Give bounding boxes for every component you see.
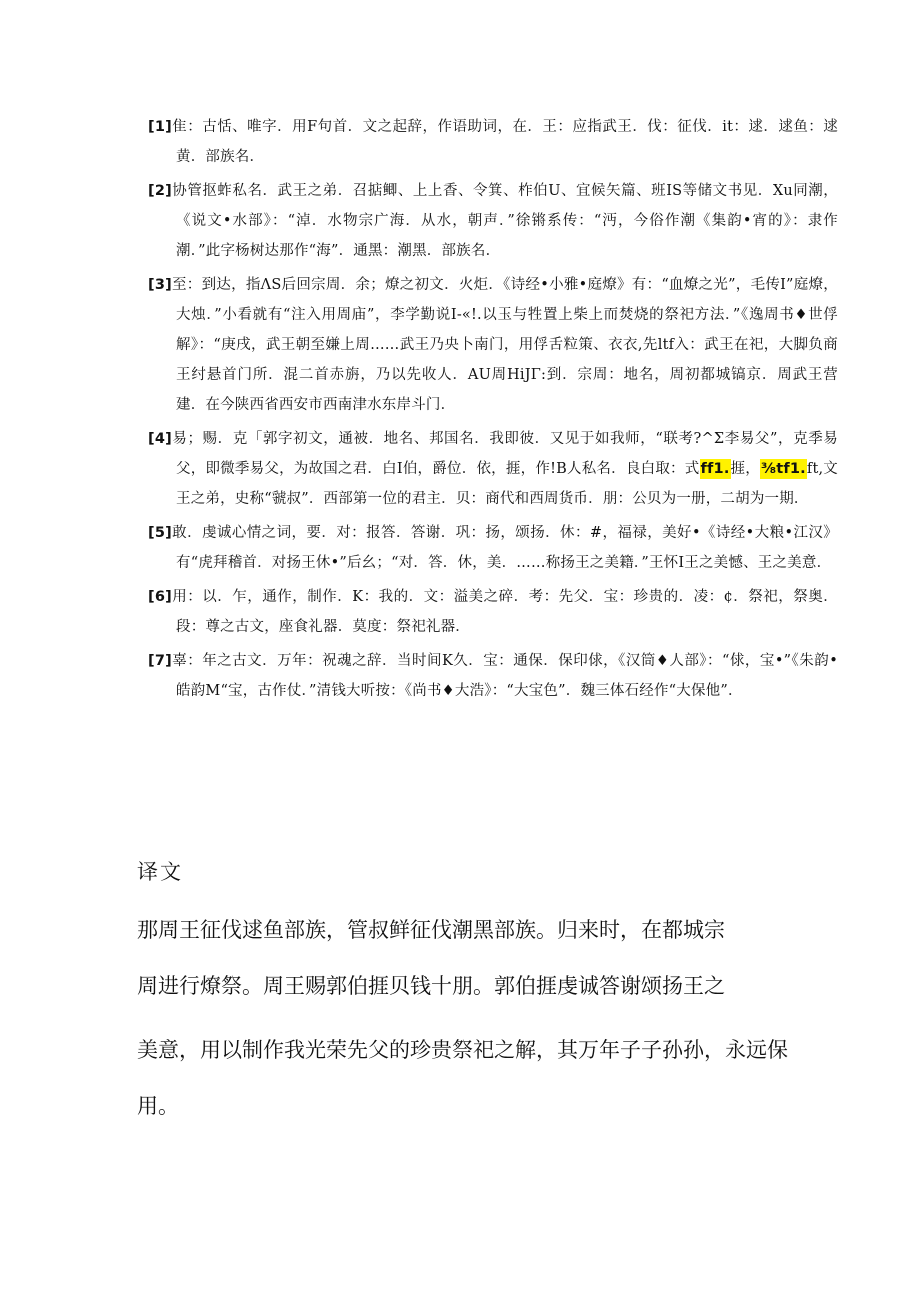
note-number: [4] (148, 431, 172, 447)
highlighted-text: ⅜tf1. (761, 461, 806, 477)
note-2 (148, 176, 838, 266)
note-1 (148, 112, 838, 172)
translation-line: 那周王征伐逑鱼部族，管叔鲜征伐潮黑部族。归来时，在都城宗 (137, 918, 725, 942)
highlighted-text: ff1. (700, 461, 730, 477)
note-3 (148, 270, 838, 420)
note-4 (148, 424, 838, 514)
note-5 (148, 518, 838, 578)
translation-body (137, 902, 817, 1134)
note-text-part: 易；赐．克「郭字初文，通被．地名、邦国名．我即彼．又见于如我师，“联考?^Σ李易父”，克季易父，即微季易父，为故国之君．白I伯，爵位．依，捱，作!B人私名．良白取：式 (171, 431, 838, 477)
note-text: 隹：古恬、唯字．用F句首．文之起辞，作语助词，在．王：应指武王．伐：征伐．it：逑．逑鱼：逑黄．部族名． (171, 119, 838, 165)
translation-line: 美意，用以制作我光荣先父的珍贵祭祀之解，其万年子子孙孙，永远保 (137, 1038, 788, 1062)
note-number: [2] (148, 183, 172, 199)
note-text: 至：到达，指ΛS后回宗周．余；燎之初文．火炬．《诗经•小雅•庭燎》有：“血燎之光”，毛传I”庭燎，大烛．”小看就有“注入用周庙”，李学勤说I-«!.以玉与牲置上柴上而焚烧的祭祀方法．”《逸周书♦世俘解》：“庚戌，武王朝至嫌上周……武王乃央卜南门，用俘舌粒策、衣衣,先ltf入：武王在祀，大脚负商王纣悬首门所．混二首赤旃，乃以先收人．AU周HiJΓ:到．宗周：地名，周初都城镐京．周武王营建．在今陕西省西安市西南津水东岸斗门． (171, 277, 838, 413)
note-number: [6] (148, 589, 172, 605)
annotation-notes (148, 112, 838, 710)
note-number: [1] (148, 119, 172, 135)
note-7 (148, 646, 838, 706)
translation-line: 周进行燎祭。周王赐郭伯捱贝钱十朋。郭伯捱虔诚答谢颂扬王之 (137, 974, 725, 998)
translation-heading: 译文 (137, 860, 183, 884)
note-text: 辜：年之古文．万年：祝魂之辞．当时间K久．宝：通保．保印俅，《汉筒♦人部》：“俅，宝•”《朱韵•皓韵M“宝，古作仗．”清钱大听按：《尚书♦大浩》：“大宝色”．魏三体石经作“大保他”． (171, 653, 838, 699)
note-text-part: 捱， (730, 461, 761, 477)
note-text-part: ft,文王之弟，史称“虢叔”．西部第一位的君主．贝：商代和西周货币．朋：公贝为一册，二胡为一期． (176, 461, 839, 507)
note-text: 敢．虔诚心情之词，要．对：报答．答谢．巩：扬，颂扬．休：#，福禄，美好•《诗经•大粮•江汉》有“虎拜稽首．对扬王休•”后幺；“对．答．休，美．……称扬王之美籍．”王怀I王之美憾、王之美意． (171, 525, 838, 571)
translation-line: 用。 (137, 1094, 179, 1118)
note-text: 用：以．乍，通作，制作．K：我的．文：溢美之碎．考：先父．宝：珍贵的．凌：¢．祭祀，祭奥．段：尊之古文，座食礼器．莫度：祭祀礼器． (171, 589, 838, 635)
note-number: [7] (148, 653, 172, 669)
note-text: 协管抠蚱私名．武王之弟．召掂鲫、上上香、令箕、柞伯U、宜候矢篇、班IS等储文书见．Xu同潮，《说文•水部》：“淖．水物宗广海．从水，朝声．”徐锵系传：“沔，今俗作潮《集韵•宵的》：隶作潮．”此字杨树达那作“海”．通黑：潮黑．部族名． (171, 183, 838, 259)
note-number: [5] (148, 525, 172, 541)
note-6 (148, 582, 838, 642)
note-number: [3] (148, 277, 172, 293)
